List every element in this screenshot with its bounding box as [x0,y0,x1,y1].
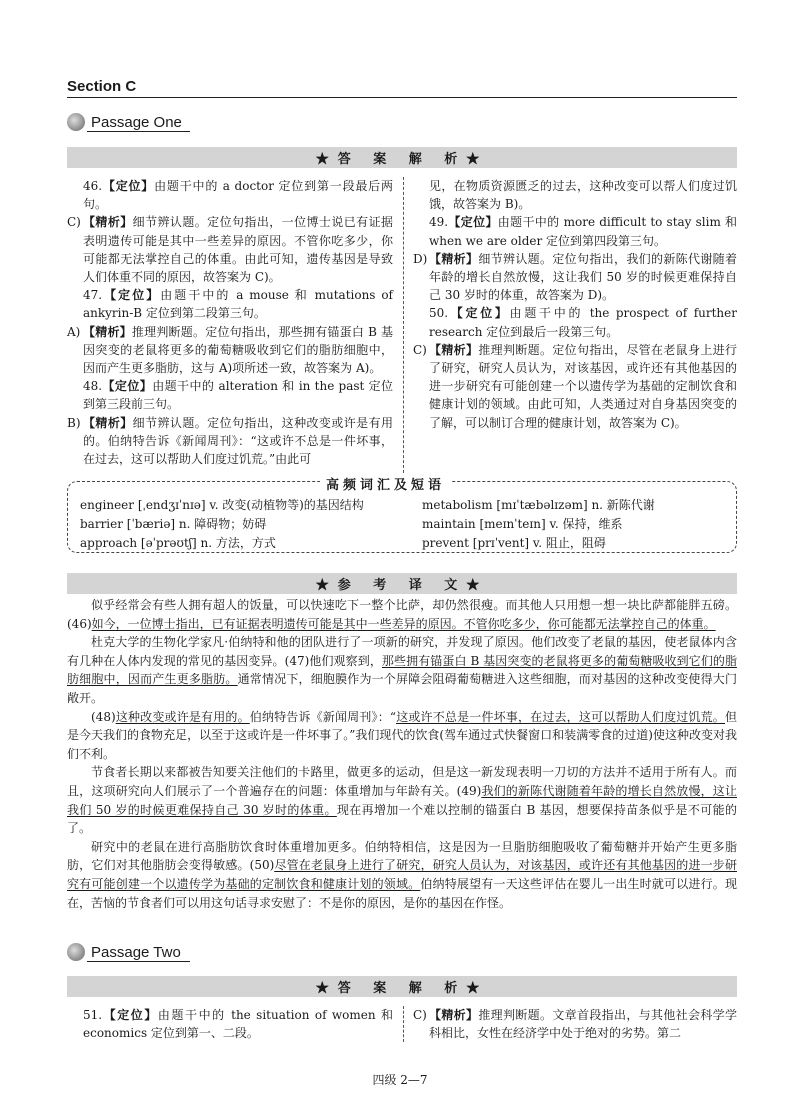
passage-one-header [67,112,182,132]
vocab-entry: metabolism [mɪˈtæbəlɪzəm] n. 新陈代谢 [422,498,655,512]
analysis-right-column [413,177,737,432]
passage-title-underline [87,131,190,132]
vocab-entry: barrier [ˈbæriə] n. 障碍物；妨碍 [80,517,267,531]
vocabulary-title: 高频词汇及短语 [320,474,451,493]
translation-paragraph [67,596,737,633]
analysis-right-column-2 [413,1006,737,1042]
analysis-item: B) 【精析】细节辨认题。定位句指出，这种改变或许是有用的。伯纳特告诉《新闻周刊》：“这或许不总是一件坏事，在过去，这可以帮助人们度过饥荒。”由此可 [67,415,393,467]
translation-text: 但是今天我们的食物充足，以至于这或许是一件坏事了。”我们现代的饮食(驾车通过式快餐窗口和装满零食的过道)使这种改变对我们不利。 [67,709,737,761]
column-divider-2 [403,1006,404,1042]
column-divider [403,177,404,473]
analysis-item: 见，在物质资源匮乏的过去，这种改变可以帮人们度过饥饿，故答案为 B)。 [429,179,737,212]
analysis-item: D) 【精析】细节辨认题。定位句指出，我们的新陈代谢随着年龄的增长自然放慢，这让我们 50 岁的时候更难保持自己 30 岁时的体重，故答案为 D)。 [413,251,737,303]
analysis-item: C) 【精析】细节辨认题。定位句指出，一位博士说已有证据表明遗传可能是其中一些差异的原因。不管你吃多少，你可能都无法掌控自己的体重。由此可知，遗传基因是导致人们体重不同的原因，故答案为 C)。 [67,215,393,285]
analysis-item: 47.【定位】由题干中的 a mouse 和 mutations of ankyrin-B 定位到第二段第三句。 [83,288,393,321]
passage-title-underline [87,961,190,962]
translation-text: (48) [91,709,116,724]
passage-bullet-icon [67,943,85,961]
vocab-entry: prevent [prɪˈvent] v. 阻止，阻碍 [422,536,606,550]
passage-one-title: Passage One [91,113,182,131]
translation-text: 伯纳特告诉《新闻周刊》：“ [249,709,397,724]
analysis-item: C) 【精析】推理判断题。文章首段指出，与其他社会科学学科相比，女性在经济学中处于绝对的劣势。第二 [413,1008,737,1041]
reference-translation [67,596,737,912]
answer-analysis-banner: ★答 案 解 析★ [67,147,737,168]
translation-text: 伯纳特展望有一天这些评估在婴儿一出生时就可以进行。现在，苦恼的节食者们可以用这句话寻求安慰了：不是你的原因，是你的基因在作怪。 [67,876,737,910]
section-rule [67,97,737,98]
analysis-item: 46.【定位】由题干中的 a doctor 定位到第一段最后两句。 [83,179,393,212]
translation-text: 节食者长期以来都被告知要关注他们的卡路里，做更多的运动，但是这一新发现表明一刀切的方法并不适用于所有人。而且，这项研究向人们展示了一个普遍存在的问题：体重增加与年龄有关。(49) [67,765,737,798]
translation-text: 杜克大学的生物化学家凡·伯纳特和他的团队进行了一项新的研究，并发现了原因。他们改变了老鼠的基因，使老鼠体内含有几种在人体内发现的常见的基因变异。(47)他们观察到， [67,635,737,668]
passage-two-title: Passage Two [91,943,181,961]
vocabulary-left [80,496,400,553]
analysis-left-column-2 [67,1006,393,1042]
underlined-answer-text: 那些拥有锚蛋白 B 基因突变的老鼠将更多的葡萄糖吸收到它们的脂肪细胞中，因而产生更多脂肪。 [67,653,738,687]
underlined-answer-text: 这种改变或许是有用的。 [115,709,250,724]
analysis-item: 50.【定位】由题干中的 the prospect of further research 定位到最后一段第三句。 [429,306,737,339]
underlined-answer-text: 尽管在老鼠身上进行了研究，研究人员认为，对该基因，或许还有其他基因的进一步研究有可能创建一个以遗传学为基础的定制饮食和健康计划的领域。 [67,858,737,891]
reference-translation-banner: ★参 考 译 文★ [67,573,737,594]
translation-text: 通常情况下，细胞膜作为一个屏障会阻碍葡萄糖进入这些细胞，而对基因的这种改变使得大门敞开。 [67,672,737,705]
answer-analysis-banner-2: ★答 案 解 析★ [67,976,737,997]
analysis-item: A) 【精析】推理判断题。定位句指出，那些拥有锚蛋白 B 基因突变的老鼠将更多的葡萄糖吸收到它们的脂肪细胞中，因而产生更多脂肪，这与 A)项所述一致，故答案为 A)。 [67,324,393,376]
translation-text: 似乎经常会有些人拥有超人的饭量，可以快速吃下一整个比萨，却仍然很瘦。而其他人只用想一想一块比萨都能胖五磅。(46) [67,598,737,631]
analysis-item: 48.【定位】由题干中的 alteration 和 in the past 定位到第三段前三句。 [83,379,393,412]
translation-paragraph [67,708,737,764]
analysis-item: C) 【精析】推理判断题。定位句指出，尽管在老鼠身上进行了研究，研究人员认为，对该基因，或许还有其他基因的进一步研究有可能创建一个以遗传学为基础的定制饮食和健康计划的领域。由此可知，人类通过对自身基因突变的了解，可以制订合理的健康计划，故答案为 C)。 [413,342,737,430]
underlined-answer-text: 我们的新陈代谢随着年龄的增长自然放慢，这让我们 50 岁的时候更难保持自己 30 岁时的体重。 [67,783,737,817]
analysis-item: 49.【定位】由题干中的 more difficult to stay slim 和 when we are older 定位到第四段第三句。 [429,215,737,248]
underlined-answer-text: 如今，一位博士指出，已有证据表明遗传可能是其中一些差异的原因。不管你吃多少，你可能都无法掌控自己的体重。 [91,616,716,631]
analysis-item: 51.【定位】由题干中的 the situation of women 和 economics 定位到第一、二段。 [83,1008,393,1041]
vocab-entry: maintain [meɪnˈteɪn] v. 保持，维系 [422,517,623,531]
translation-paragraph [67,633,737,707]
analysis-left-column [67,177,393,468]
vocabulary-right [422,496,732,553]
translation-paragraph [67,838,737,912]
passage-two-header [67,942,181,962]
vocab-entry: approach [əˈprəʊtʃ] n. 方法，方式 [80,536,276,550]
vocab-entry: engineer [ˌendʒɪˈnɪə] v. 改变(动植物等)的基因结构 [80,498,364,512]
section-title: Section C [67,78,137,95]
translation-text: 现在再增加一个难以控制的锚蛋白 B 基因，想要保持苗条似乎是不可能的了。 [67,802,737,836]
translation-paragraph [67,763,737,837]
page-footer: 四级 2—7 [372,1073,428,1087]
underlined-answer-text: 这或许不总是一件坏事，在过去，这可以帮助人们度过饥荒。 [396,709,725,724]
passage-bullet-icon [67,113,85,131]
translation-text: 研究中的老鼠在进行高脂肪饮食时体重增加更多。伯纳特相信，这是因为一旦脂肪细胞吸收了葡萄糖并开始产生更多脂肪，它们对其他脂肪会变得敏感。(50) [67,839,737,873]
